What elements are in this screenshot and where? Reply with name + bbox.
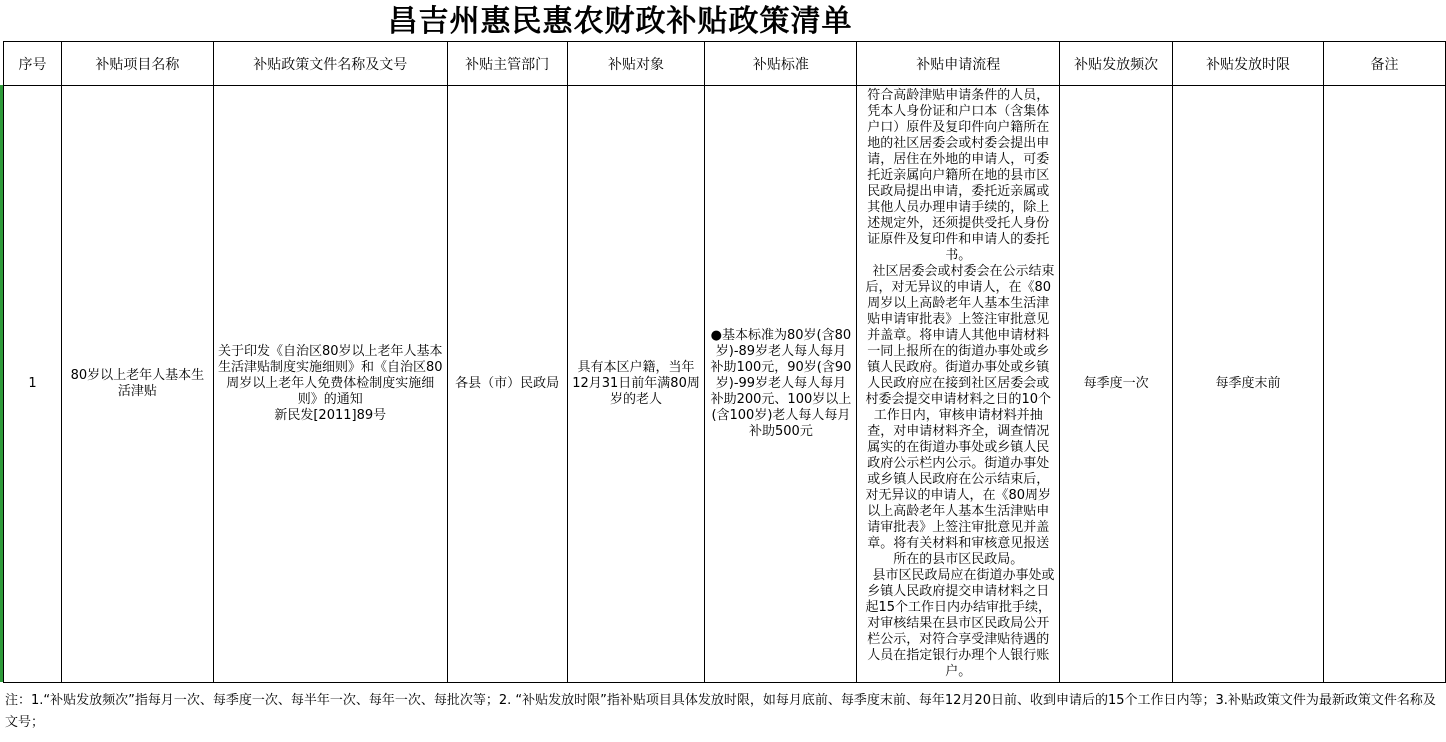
page-title: 昌吉州惠民惠农财政补贴政策清单 bbox=[387, 4, 853, 39]
header-policy-doc: 补贴政策文件名称及文号 bbox=[213, 42, 447, 86]
cell-process bbox=[857, 86, 1060, 683]
cell-standard: ●基本标准为80岁(含80岁)-89岁老人每人每月补助100元，90岁(含90岁)-99岁老人每人每月补助200元、100岁以上(含100岁)老人每人每月补助500元 bbox=[705, 86, 857, 683]
cell-index: 1 bbox=[4, 86, 62, 683]
cell-frequency: 每季度一次 bbox=[1060, 86, 1173, 683]
policy-doc-text: 关于印发《自治区80岁以上老年人基本生活津贴制度实施细则》和《自治区80周岁以上老年人免费体检制度实施细则》的通知 新民发[2011]89号 bbox=[217, 344, 443, 423]
subsidy-table bbox=[3, 41, 1446, 683]
process-step-3: 县市区民政局应在街道办事处或乡镇人民政府提交申请材料之日起15个工作日内办结审批手续，对审核结果在县市区民政局公开栏公示，对符合享受津贴待遇的人员在指定银行办理个人银行账户。 bbox=[865, 568, 1055, 679]
cell-project: 80岁以上老年人基本生活津贴 bbox=[61, 86, 213, 683]
header-target: 补贴对象 bbox=[567, 42, 705, 86]
header-department: 补贴主管部门 bbox=[447, 42, 567, 86]
cell-remark bbox=[1324, 86, 1446, 683]
header-standard: 补贴标准 bbox=[705, 42, 857, 86]
process-step-2: 社区居委会或村委会在公示结束后，对无异议的申请人，在《80周岁以上高龄老年人基本生活津贴申请审批表》上签注审批意见并盖章。将申请人其他申请材料一同上报所在的街道办事处或乡镇人民政府。街道办事处或乡镇人民政府应在接到社区居委会或村委会提交申请材料之日的10个工作日内，审核申请材料并抽查，对申请材料齐全，调查情况属实的在街道办事处或乡镇人民政府公示栏内公示。街道办事处或乡镇人民政府在公示结束后，对无异议的申请人，在《80周岁以上高龄老年人基本生活津贴申请审批表》上签注审批意见并盖章。将有关材料和审核意见报送所在的县市区民政局。 bbox=[865, 264, 1055, 567]
cell-policy-doc bbox=[213, 86, 447, 683]
header-time-limit: 补贴发放时限 bbox=[1173, 42, 1324, 86]
header-frequency: 补贴发放频次 bbox=[1060, 42, 1173, 86]
header-row bbox=[4, 42, 1446, 86]
header-project: 补贴项目名称 bbox=[61, 42, 213, 86]
footnote: 注：1.“补贴发放频次”指每月一次、每季度一次、每半年一次、每年一次、每批次等；2. “补贴发放时限”指补贴项目具体发放时限，如每月底前、每季度末前、每年12月20日前、收到申请后的15个工作日内等；3.补贴政策文件为最新政策文件名称及文号； bbox=[5, 693, 1436, 730]
cell-target: 具有本区户籍，当年12月31日前年满80周岁的老人 bbox=[567, 86, 705, 683]
header-remark: 备注 bbox=[1324, 42, 1446, 86]
cell-time-limit: 每季度末前 bbox=[1173, 86, 1324, 683]
header-index: 序号 bbox=[4, 42, 62, 86]
cell-department: 各县（市）民政局 bbox=[447, 86, 567, 683]
header-process: 补贴申请流程 bbox=[857, 42, 1060, 86]
table-row bbox=[4, 86, 1446, 683]
process-step-1: 符合高龄津贴申请条件的人员，凭本人身份证和户口本（含集体户口）原件及复印件向户籍所在地的社区居委会或村委会提出申请，居住在外地的申请人，可委托近亲属向户籍所在地的县市区民政局提出申请，委托近亲属或其他人员办理申请手续的，除上述规定外，还须提供受托人身份证原件及复印件和申请人的委托书。 bbox=[867, 88, 1050, 263]
